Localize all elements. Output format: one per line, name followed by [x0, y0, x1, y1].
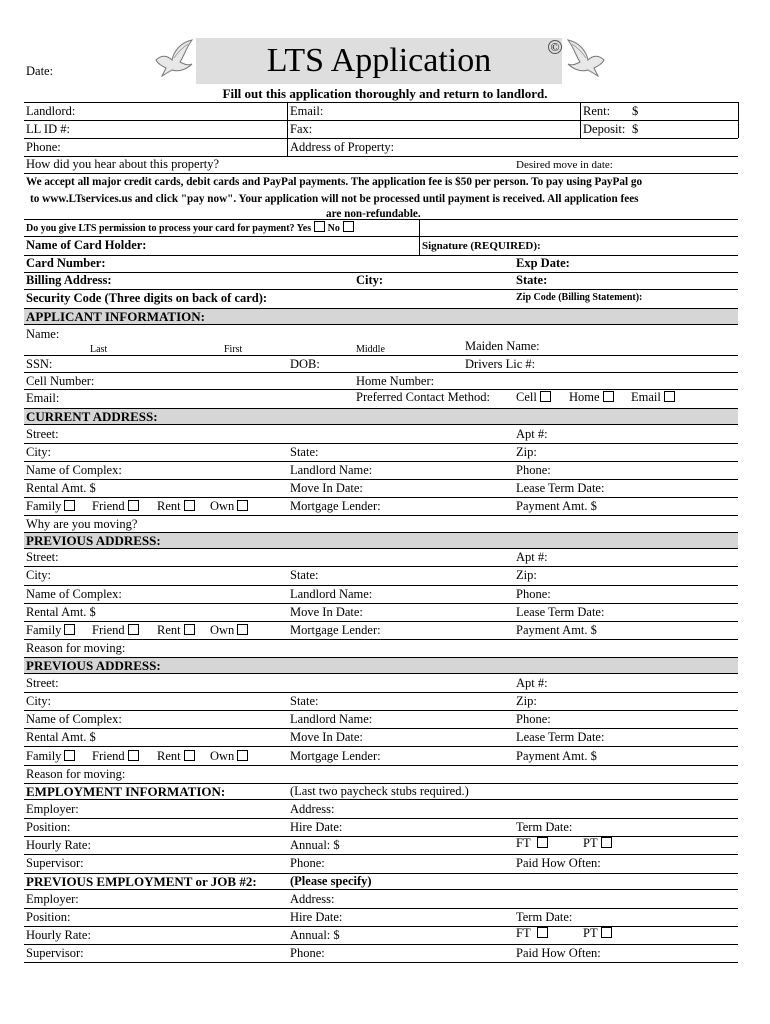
exp-date-label: Exp Date:	[516, 256, 570, 270]
prev2-own-checkbox[interactable]	[237, 750, 248, 761]
cur-family-checkbox[interactable]	[64, 500, 75, 511]
cell-number-label: Cell Number:	[26, 374, 95, 388]
billing-zip-label: Zip Code (Billing Statement):	[516, 292, 643, 303]
maiden-label: Maiden Name:	[465, 339, 540, 353]
date-label: Date:	[26, 64, 54, 78]
prev-employment-note: (Please specify)	[290, 874, 372, 888]
deposit-label: Deposit:	[583, 122, 626, 136]
permission-no-checkbox[interactable]	[343, 221, 354, 232]
cur-zip-label: Zip:	[516, 445, 537, 459]
emp-hourly-label: Hourly Rate:	[26, 838, 91, 852]
prev2-lease-label: Lease Term Date:	[516, 730, 605, 744]
llid-label: LL ID #:	[26, 122, 70, 136]
pemp-phone-label: Phone:	[290, 946, 325, 960]
drivers-lic-label: Drivers Lic #:	[465, 357, 536, 371]
prev1-payment-label: Payment Amt. $	[516, 623, 597, 637]
cur-own-checkbox[interactable]	[237, 500, 248, 511]
prev1-complex-label: Name of Complex:	[26, 587, 122, 601]
emp-employer-label: Employer:	[26, 802, 79, 816]
prev2-complex-label: Name of Complex:	[26, 712, 122, 726]
prev1-rent-option: Rent	[157, 623, 195, 638]
prev1-mortgage-label: Mortgage Lender:	[290, 623, 381, 637]
prev-employment-header: PREVIOUS EMPLOYMENT or JOB #2:	[24, 873, 738, 890]
copyright-mark: ©	[548, 40, 562, 54]
pemp-employer-label: Employer:	[26, 892, 79, 906]
landlord-label: Landlord:	[26, 104, 76, 118]
emp-hire-label: Hire Date:	[290, 820, 343, 834]
cur-friend-option: Friend	[92, 499, 139, 514]
prev2-zip-label: Zip:	[516, 694, 537, 708]
preferred-contact-label: Preferred Contact Method:	[356, 390, 490, 404]
prev1-state-label: State:	[290, 568, 319, 582]
applicant-header: APPLICANT INFORMATION:	[24, 308, 738, 325]
cur-mortgage-label: Mortgage Lender:	[290, 499, 381, 513]
card-number-label: Card Number:	[26, 256, 106, 270]
title-banner	[196, 38, 562, 84]
prev1-street-label: Street:	[26, 550, 59, 564]
prev1-rental-label: Rental Amt. $	[26, 605, 96, 619]
permission-yes-checkbox[interactable]	[314, 221, 325, 232]
pemp-hourly-label: Hourly Rate:	[26, 928, 91, 942]
hear-label: How did you hear about this property?	[26, 157, 220, 171]
pemp-ft-option: FT	[516, 926, 548, 941]
prev2-move-in-label: Move In Date:	[290, 730, 363, 744]
cur-phone-label: Phone:	[516, 463, 551, 477]
prev1-friend-option: Friend	[92, 623, 139, 638]
emp-ft-checkbox[interactable]	[537, 837, 548, 848]
cur-city-label: City:	[26, 445, 52, 459]
prev2-own-option: Own	[210, 749, 248, 764]
middle-label: Middle	[356, 344, 385, 355]
emp-annual-label: Annual: $	[290, 838, 340, 852]
signature-label: Signature (REQUIRED):	[422, 240, 541, 252]
prev1-own-checkbox[interactable]	[237, 624, 248, 635]
property-address-label: Address of Property:	[290, 140, 395, 154]
cur-move-in-label: Move In Date:	[290, 481, 363, 495]
prev2-phone-label: Phone:	[516, 712, 551, 726]
prev2-apt-label: Apt #:	[516, 676, 548, 690]
cur-landlord-label: Landlord Name:	[290, 463, 373, 477]
dove-icon	[564, 38, 608, 80]
first-label: First	[224, 344, 243, 355]
prev2-mortgage-label: Mortgage Lender:	[290, 749, 381, 763]
prev1-family-checkbox[interactable]	[64, 624, 75, 635]
emp-pt-checkbox[interactable]	[601, 837, 612, 848]
prev1-move-in-label: Move In Date:	[290, 605, 363, 619]
payment-notice-1: We accept all major credit cards, debit cards and PayPal payments. The application fee is $50 per person. To pay using PayPal go	[26, 176, 643, 188]
prev2-family-checkbox[interactable]	[64, 750, 75, 761]
last-label: Last	[90, 344, 108, 355]
emp-phone-label: Phone:	[290, 856, 325, 870]
prev1-family-option: Family	[26, 623, 75, 638]
contact-email-option: Email	[631, 390, 675, 405]
payment-notice-2: to www.LTservices.us and click "pay now". Your application will not be processed until payment is received. All application fees	[30, 193, 639, 205]
emp-paid-label: Paid How Often:	[516, 856, 601, 870]
ll-email-label: Email:	[290, 104, 324, 118]
pemp-paid-label: Paid How Often:	[516, 946, 601, 960]
dob-label: DOB:	[290, 357, 320, 371]
prev2-reason-label: Reason for moving:	[26, 767, 126, 781]
cur-rent-option: Rent	[157, 499, 195, 514]
prev1-rent-checkbox[interactable]	[184, 624, 195, 635]
pemp-pt-checkbox[interactable]	[601, 927, 612, 938]
previous-address-header-1: PREVIOUS ADDRESS:	[24, 532, 738, 549]
fax-label: Fax:	[290, 122, 313, 136]
name-label: Name:	[26, 327, 60, 341]
contact-home-checkbox[interactable]	[603, 391, 614, 402]
home-number-label: Home Number:	[356, 374, 435, 388]
cur-reason-label: Why are you moving?	[26, 517, 138, 531]
cur-payment-label: Payment Amt. $	[516, 499, 597, 513]
employment-note: (Last two paycheck stubs required.)	[290, 784, 469, 798]
previous-address-header-2: PREVIOUS ADDRESS:	[24, 657, 738, 674]
prev1-apt-label: Apt #:	[516, 550, 548, 564]
payment-notice-3: are non-refundable.	[326, 208, 421, 220]
contact-home-option: Home	[569, 390, 614, 405]
prev2-rental-label: Rental Amt. $	[26, 730, 96, 744]
prev1-friend-checkbox[interactable]	[128, 624, 139, 635]
prev1-landlord-label: Landlord Name:	[290, 587, 373, 601]
prev1-lease-label: Lease Term Date:	[516, 605, 605, 619]
move-in-label: Desired move in date:	[516, 159, 613, 171]
prev2-city-label: City:	[26, 694, 52, 708]
ll-phone-label: Phone:	[26, 140, 61, 154]
subtitle: Fill out this application thoroughly and return to landlord.	[222, 86, 548, 101]
contact-email-checkbox[interactable]	[664, 391, 675, 402]
pemp-supervisor-label: Supervisor:	[26, 946, 84, 960]
cur-street-label: Street:	[26, 427, 59, 441]
pemp-address-label: Address:	[290, 892, 335, 906]
prev1-zip-label: Zip:	[516, 568, 537, 582]
applicant-email-label: Email:	[26, 391, 60, 405]
emp-term-label: Term Date:	[516, 820, 573, 834]
permission-question: Do you give LTS permission to process your card for payment? Yes No	[26, 221, 354, 236]
deposit-dollar: $	[632, 122, 639, 136]
pemp-term-label: Term Date:	[516, 910, 573, 924]
cur-family-option: Family	[26, 499, 75, 514]
pemp-position-label: Position:	[26, 910, 71, 924]
employment-header: EMPLOYMENT INFORMATION:	[24, 783, 738, 800]
pemp-pt-option: PT	[583, 926, 612, 941]
prev2-friend-checkbox[interactable]	[128, 750, 139, 761]
pemp-hire-label: Hire Date:	[290, 910, 343, 924]
billing-city-label: City:	[356, 273, 384, 287]
prev2-street-label: Street:	[26, 676, 59, 690]
ssn-label: SSN:	[26, 357, 53, 371]
cur-apt-label: Apt #:	[516, 427, 548, 441]
contact-cell-checkbox[interactable]	[540, 391, 551, 402]
emp-supervisor-label: Supervisor:	[26, 856, 84, 870]
pemp-annual-label: Annual: $	[290, 928, 340, 942]
cur-state-label: State:	[290, 445, 319, 459]
rent-dollar: $	[632, 104, 639, 118]
emp-pt-option: PT	[583, 836, 612, 851]
dove-icon	[152, 38, 196, 80]
prev1-phone-label: Phone:	[516, 587, 551, 601]
emp-address-label: Address:	[290, 802, 335, 816]
emp-ft-option: FT	[516, 836, 548, 851]
page-title: LTS Application	[266, 42, 492, 79]
prev2-landlord-label: Landlord Name:	[290, 712, 373, 726]
billing-address-label: Billing Address:	[26, 273, 112, 287]
cur-rent-checkbox[interactable]	[184, 500, 195, 511]
current-address-header: CURRENT ADDRESS:	[24, 408, 738, 425]
cur-lease-label: Lease Term Date:	[516, 481, 605, 495]
contact-cell-option: Cell	[516, 390, 551, 405]
prev2-payment-label: Payment Amt. $	[516, 749, 597, 763]
rent-label: Rent:	[583, 104, 611, 118]
cur-friend-checkbox[interactable]	[128, 500, 139, 511]
pemp-ft-checkbox[interactable]	[537, 927, 548, 938]
prev2-rent-option: Rent	[157, 749, 195, 764]
prev2-rent-checkbox[interactable]	[184, 750, 195, 761]
prev1-reason-label: Reason for moving:	[26, 641, 126, 655]
prev1-own-option: Own	[210, 623, 248, 638]
emp-position-label: Position:	[26, 820, 71, 834]
card-holder-label: Name of Card Holder:	[26, 238, 147, 252]
prev2-friend-option: Friend	[92, 749, 139, 764]
security-code-label: Security Code (Three digits on back of card):	[26, 291, 268, 305]
cur-complex-label: Name of Complex:	[26, 463, 122, 477]
prev2-state-label: State:	[290, 694, 319, 708]
billing-state-label: State:	[516, 273, 548, 287]
cur-rental-label: Rental Amt. $	[26, 481, 96, 495]
prev1-city-label: City:	[26, 568, 52, 582]
cur-own-option: Own	[210, 499, 248, 514]
prev2-family-option: Family	[26, 749, 75, 764]
